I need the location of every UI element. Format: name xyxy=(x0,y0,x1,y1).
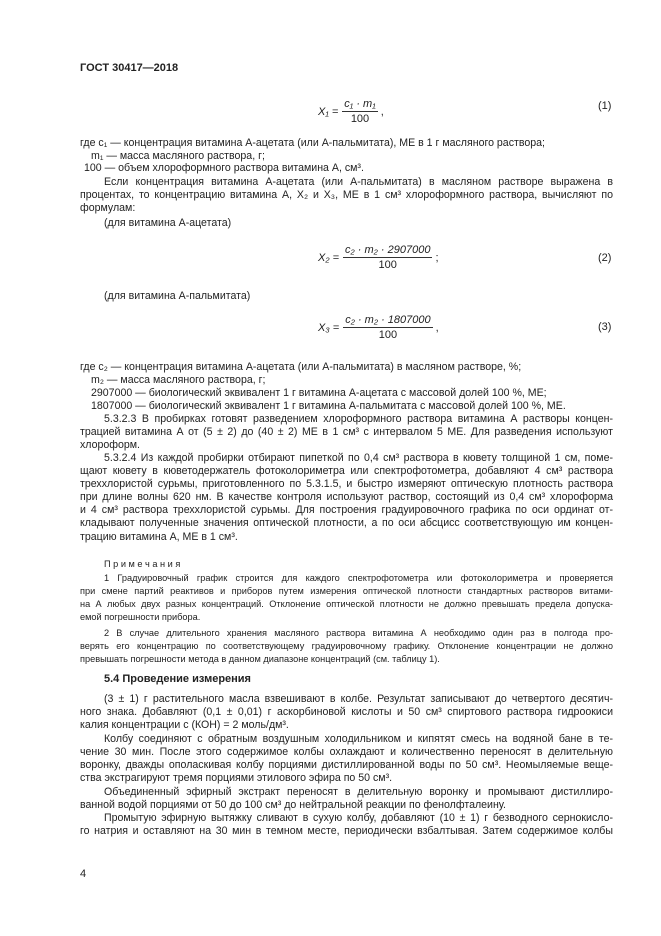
note-line: 1 Градуировочный график строится для каждого спектрофотометра или фотоколориметра и проверяется xyxy=(104,573,613,583)
text-line: Если концентрация витамина А-ацетата (или А-пальмитата) в масляном растворе выражена в xyxy=(104,176,613,188)
formula-numerator: c₂ · m₂ · 1807000 xyxy=(345,314,431,326)
text-line: (для витамина А-ацетата) xyxy=(104,217,232,229)
formula-number: (2) xyxy=(598,252,612,264)
text-line: го натрия и оставляют на 30 мин в темном месте, периодически взбалтывая. Затем содержимое колбы xyxy=(80,825,613,837)
formula-punct: , xyxy=(435,321,439,334)
formula-lhs: X₁ = xyxy=(318,105,339,118)
note-line: 2 В случае длительного хранения масляного раствора витамина А необходимо один раз в полгода про- xyxy=(104,628,613,638)
text-line: Промытую эфирную вытяжку сливают в сухую колбу, добавляют (10 ± 1) г безводного сернокисло- xyxy=(104,812,613,824)
notes-heading: П р и м е ч а н и я xyxy=(104,559,181,569)
text-line: 2907000 — биологический эквивалент 1 г витамина А-ацетата с массовой долей 100 %, МЕ; xyxy=(91,387,547,399)
text-line: Объединенный эфирный экстракт переносят в делительную воронку и промывают дистиллиро- xyxy=(104,786,613,798)
formula-number: (1) xyxy=(598,100,612,112)
text-line: щают кювету в кюветодержатель фотоколориметра или спектрофотометра, добавляют 4 см³ раствора xyxy=(80,465,613,477)
text-line: 1807000 — биологический эквивалент 1 г витамина А-пальмитата с массовой долей 100 %, МЕ. xyxy=(91,400,566,412)
text-line: 5.3.2.3 В пробирках готовят разведением хлороформного раствора витамина А растворы концен- xyxy=(104,413,613,425)
formula-lhs: X₂ = xyxy=(318,251,340,264)
formula-punct: , xyxy=(380,105,384,118)
text-line: ного знака. Добавляют (0,1 ± 0,01) г аскорбиновой кислоты и 50 см³ спиртового раствора гидроокиси xyxy=(80,706,613,718)
note-line: верять его концентрацию по соответствующему градуировочному графику. Отклонение концентрации не должно xyxy=(80,641,613,651)
note-line: превышать погрешности метода в данном диапазоне концентраций (см. таблицу 1). xyxy=(80,654,440,664)
note-line: емой погрешности прибора. xyxy=(80,612,201,622)
text-line: 5.3.2.4 Из каждой пробирки отбирают пипеткой по 0,4 см³ раствора в кювету толщиной 1 см, поме- xyxy=(104,452,613,464)
note-line: на А любых двух разных концентраций. Отклонение оптической плотности не должно превышать предела допуска- xyxy=(80,599,613,609)
text-line: чение 30 мин. После этого содержимое колбы охлаждают и количественно переносят в делительную xyxy=(80,746,613,758)
text-line: (3 ± 1) г растительного масла взвешивают в колбе. Результат записывают до четвертого десятич- xyxy=(104,693,613,705)
formula-denominator: 100 xyxy=(378,259,397,271)
formula-numerator: c₂ · m₂ · 2907000 xyxy=(345,244,431,256)
text-line: при длине волны 620 нм. В качестве контроля используют раствор, состоящий из 0,4 см³ хлороформа xyxy=(80,491,613,503)
text-line: процентах, то концентрацию витамина А, X₂ и X₃, МЕ в 1 см³ хлороформного раствора, вычисляют по xyxy=(80,189,613,201)
note-line: при смене партий реактивов и приборов путем измерения оптической плотности стандартных растворов витами- xyxy=(80,586,613,596)
text-line: и 4 см³ раствора треххлористой сурьмы. Для построения градуировочного графика по оси ординат от- xyxy=(80,504,613,516)
text-line: ства экстрагируют тремя порциями этилового эфира по 50 см³. xyxy=(80,772,393,784)
page-number: 4 xyxy=(80,868,87,880)
formula-number: (3) xyxy=(598,321,612,333)
text-line: кладывают полученные значения оптической плотности, а по оси абсцисс соответствующую им концен- xyxy=(80,517,613,529)
formula-lhs: X₃ = xyxy=(318,321,340,334)
text-line: хлороформ. xyxy=(80,439,140,451)
text-line: ванной водой порциями от 50 до 100 см³ до нейтральной реакции по фенолфталеину. xyxy=(80,799,506,811)
formula-denominator: 100 xyxy=(378,329,398,341)
text-line: Колбу соединяют с обратным воздушным холодильником и кипятят смесь на водяной бане в те- xyxy=(104,733,613,745)
text-line: где c₂ — концентрация витамина А-ацетата (или А-пальмитата) в масляном растворе, %; xyxy=(80,361,522,373)
formula-numerator: c₁ · m₁ xyxy=(344,98,376,110)
formula-2 xyxy=(318,244,439,271)
document-header: ГОСТ 30417—2018 xyxy=(80,62,179,74)
text-line: (для витамина А-пальмитата) xyxy=(104,290,251,302)
text-line: трацией витамина А от (5 ± 2) до (40 ± 2) МЕ в 1 см³ с интервалом 5 МЕ. Для разведения используют xyxy=(80,426,613,438)
formula-punct: ; xyxy=(435,251,439,264)
text-line: m₂ — масса масляного раствора, г; xyxy=(91,374,266,386)
text-line: 100 — объем хлороформного раствора витамина А, см³. xyxy=(84,162,364,174)
formula-3 xyxy=(318,314,439,341)
section-title: 5.4 Проведение измерения xyxy=(104,673,251,685)
text-line: калия концентрации c (КОН) = 2 моль/дм³. xyxy=(80,719,289,731)
formula-denominator: 100 xyxy=(350,113,370,125)
text-line: формулам: xyxy=(80,202,136,214)
text-line: воронку, дважды ополаскивая колбу порциями дистиллированной воды по 50 см³. Неомыляемые веще- xyxy=(80,759,613,771)
text-line: трацию витамина А, МЕ в 1 см³. xyxy=(80,531,238,543)
formula-1 xyxy=(318,98,384,125)
text-line: m₁ — масса масляного раствора, г; xyxy=(91,150,265,162)
text-line: где c₁ — концентрация витамина А-ацетата (или А-пальмитата), МЕ в 1 г масляного раствора; xyxy=(80,137,545,149)
text-line: треххлористой сурьмы, приготовленного по 5.3.1.5, и быстро измеряют оптическую плотность раствора xyxy=(80,478,613,490)
